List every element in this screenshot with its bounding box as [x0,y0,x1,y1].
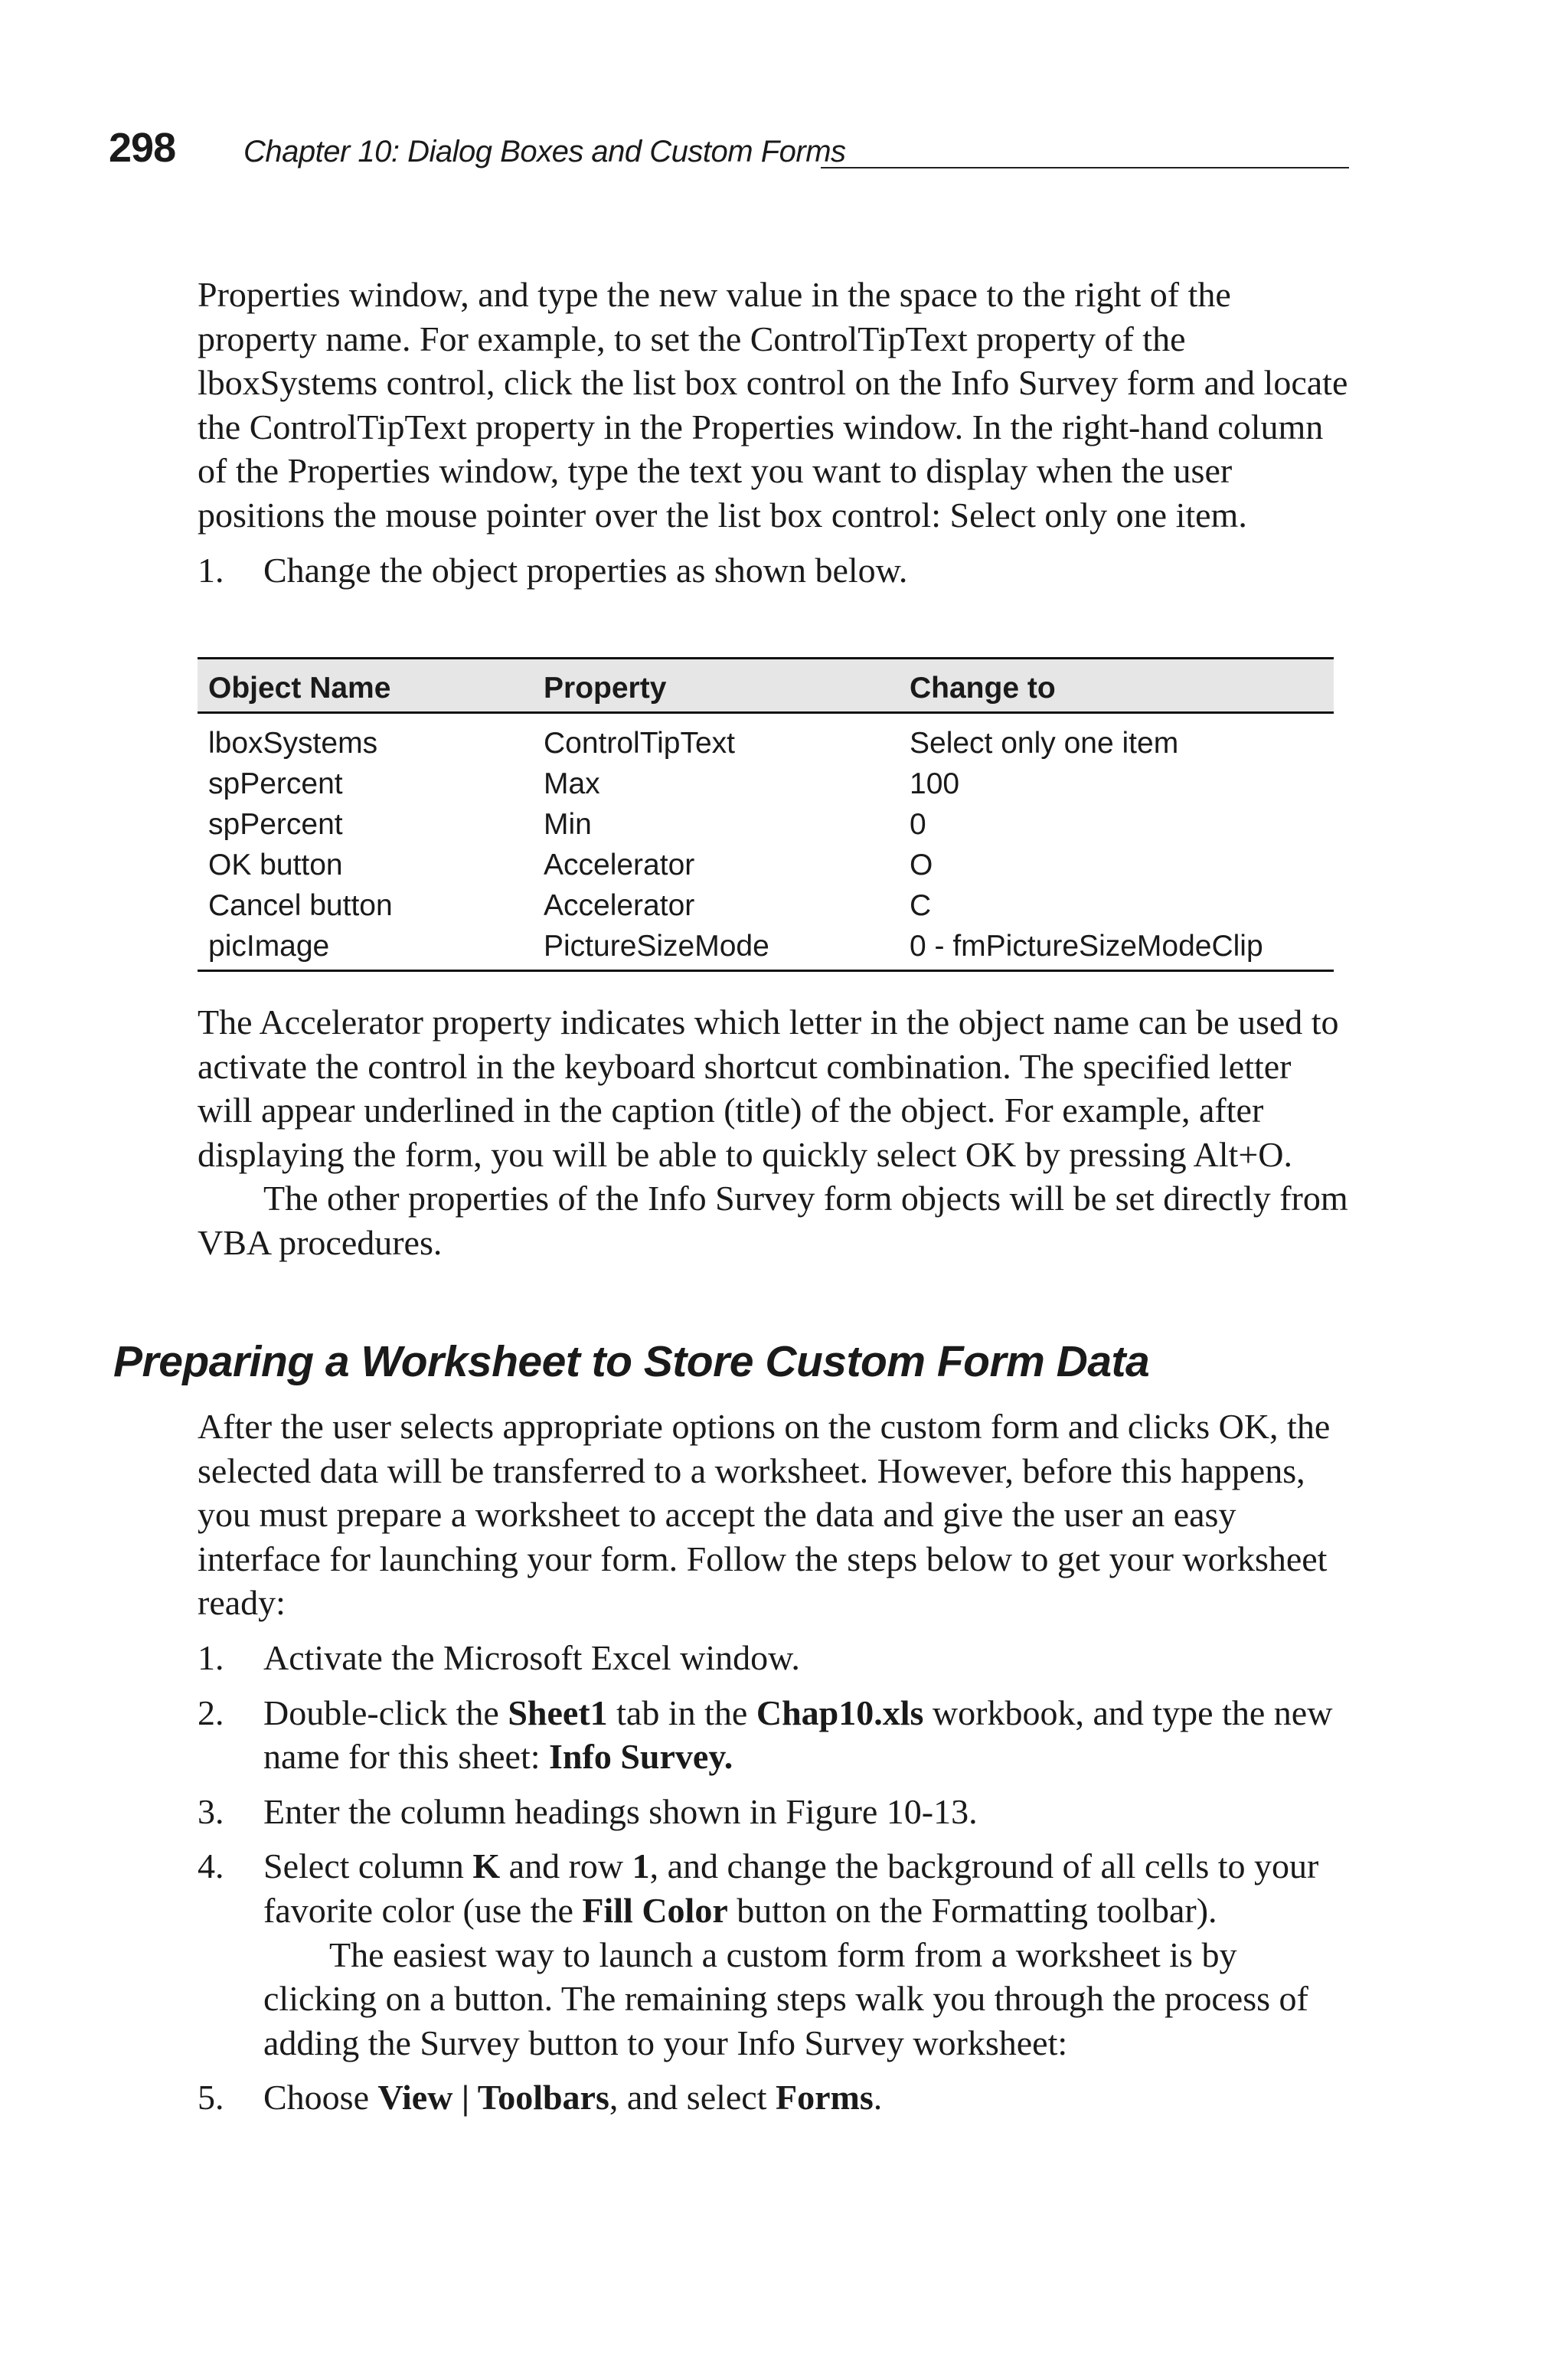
step-3 [198,1790,1354,1834]
step-2 [198,1691,1354,1779]
table-row [198,845,1334,885]
step-text: Enter the column headings shown in Figure 10-13. [263,1791,978,1831]
header-property: Property [533,659,899,713]
step-number: 1. [198,550,224,590]
cell-property: PictureSizeMode [533,926,899,971]
cell-object-name: OK button [208,848,343,881]
row-number: 1 [632,1846,650,1886]
cell-change-to: C [910,888,932,922]
cell-object-name: spPercent [208,807,343,841]
table-row [198,804,1334,845]
workbook-name: Chap10.xls [756,1692,924,1732]
cell-property: Max [544,767,600,800]
step-text: workbook, and type the new name for this sheet: [263,1692,1333,1777]
page-number: 298 [109,125,176,171]
table-row [198,713,1334,764]
cell-change-to: 0 [910,807,926,841]
cell-property: Min [544,807,592,841]
column-letter: K [472,1846,501,1886]
step-number: 1. [198,1637,224,1677]
step-number: 4. [198,1846,224,1886]
accelerator-section [198,1000,1354,1265]
cell-property: Accelerator [544,848,695,881]
cell-object-name: spPercent [208,767,343,800]
properties-table [198,657,1334,972]
step-text: . [873,2078,883,2118]
new-sheet-name: Info Survey. [549,1737,733,1777]
table-row [198,885,1334,926]
step-text: Choose [263,2078,378,2118]
worksheet-section [198,1405,1354,2120]
step-text: tab in the [607,1692,756,1732]
forms-label: Forms [776,2078,874,2118]
sheet-tab-name: Sheet1 [508,1692,608,1732]
chapter-title: Chapter 10: Dialog Boxes and Custom Forms [243,135,846,168]
step-5 [198,2075,1354,2120]
step-text: Activate the Microsoft Excel window. [263,1637,800,1677]
header-rule [821,167,1349,168]
cell-change-to: 100 [910,767,960,800]
cell-change-to: O [910,848,933,881]
page-header [109,124,1349,178]
cell-change-to: 0 - fmPictureSizeModeClip [899,926,1334,971]
step-number: 3. [198,1791,224,1831]
step-text: button on the Formatting toolbar). [727,1890,1217,1930]
step-text: Change the object properties as shown below. [263,550,908,590]
table-row [198,926,1334,971]
step-text: Select column [263,1846,473,1886]
step-1 [198,1636,1354,1680]
fill-color-label: Fill Color [582,1890,728,1930]
step-4-note: The easiest way to launch a custom form from a worksheet is by clicking on a button. The remaining steps walk you through the process of adding the Survey button to your Info Survey worksheet: [263,1934,1308,2062]
header-object-name: Object Name [198,659,533,713]
step-text: Double-click the [263,1692,508,1732]
table-row [198,764,1334,804]
other-properties-paragraph: The other properties of the Info Survey form objects will be set directly from VBA procedures. [198,1179,1348,1262]
cell-property: ControlTipText [544,726,735,760]
menu-path: View | Toolbars [377,2078,609,2118]
step-4 [198,1844,1354,2065]
step-text: and row [500,1846,632,1886]
intro-section [198,273,1354,592]
section-intro-paragraph: After the user selects appropriate options on the custom form and clicks OK, the selected data will be transferred to a worksheet. However, before this happens, you must prepare a worksheet to accept the data and give the user an easy interface for launching your form. Follow the steps below to get your worksheet ready: [198,1407,1331,1623]
step-text: , and select [609,2078,776,2118]
header-change-to: Change to [899,659,1334,713]
cell-object-name: picImage [198,926,533,971]
cell-change-to: Select only one item [910,726,1179,760]
table-header-row [198,659,1334,713]
section-heading: Preparing a Worksheet to Store Custom Form Data [113,1337,1150,1386]
step-change-properties [198,548,1354,593]
cell-object-name: lboxSystems [208,726,378,760]
step-text: , and change the background of all cells to your favorite color (use the [263,1846,1319,1930]
step-number: 5. [198,2078,224,2118]
intro-paragraph: Properties window, and type the new value in the space to the right of the property name. For example, to set the ControlTipText property of the lboxSystems control, click the list box control on the Info Survey form and locate the ControlTipText property in the Properties window. In the right-hand column of the Properties window, type the text you want to display when the user positions the mouse pointer over the list box control: Select only one item. [198,275,1348,535]
step-number: 2. [198,1692,224,1732]
accelerator-paragraph: The Accelerator property indicates which letter in the object name can be used to activate the control in the keyboard shortcut combination. The specified letter will appear underlined in the caption (title) of the object. For example, after displaying the form, you will be able to quickly select OK by pressing Alt+O. [198,1002,1339,1174]
cell-object-name: Cancel button [208,888,393,922]
cell-property: Accelerator [544,888,695,922]
